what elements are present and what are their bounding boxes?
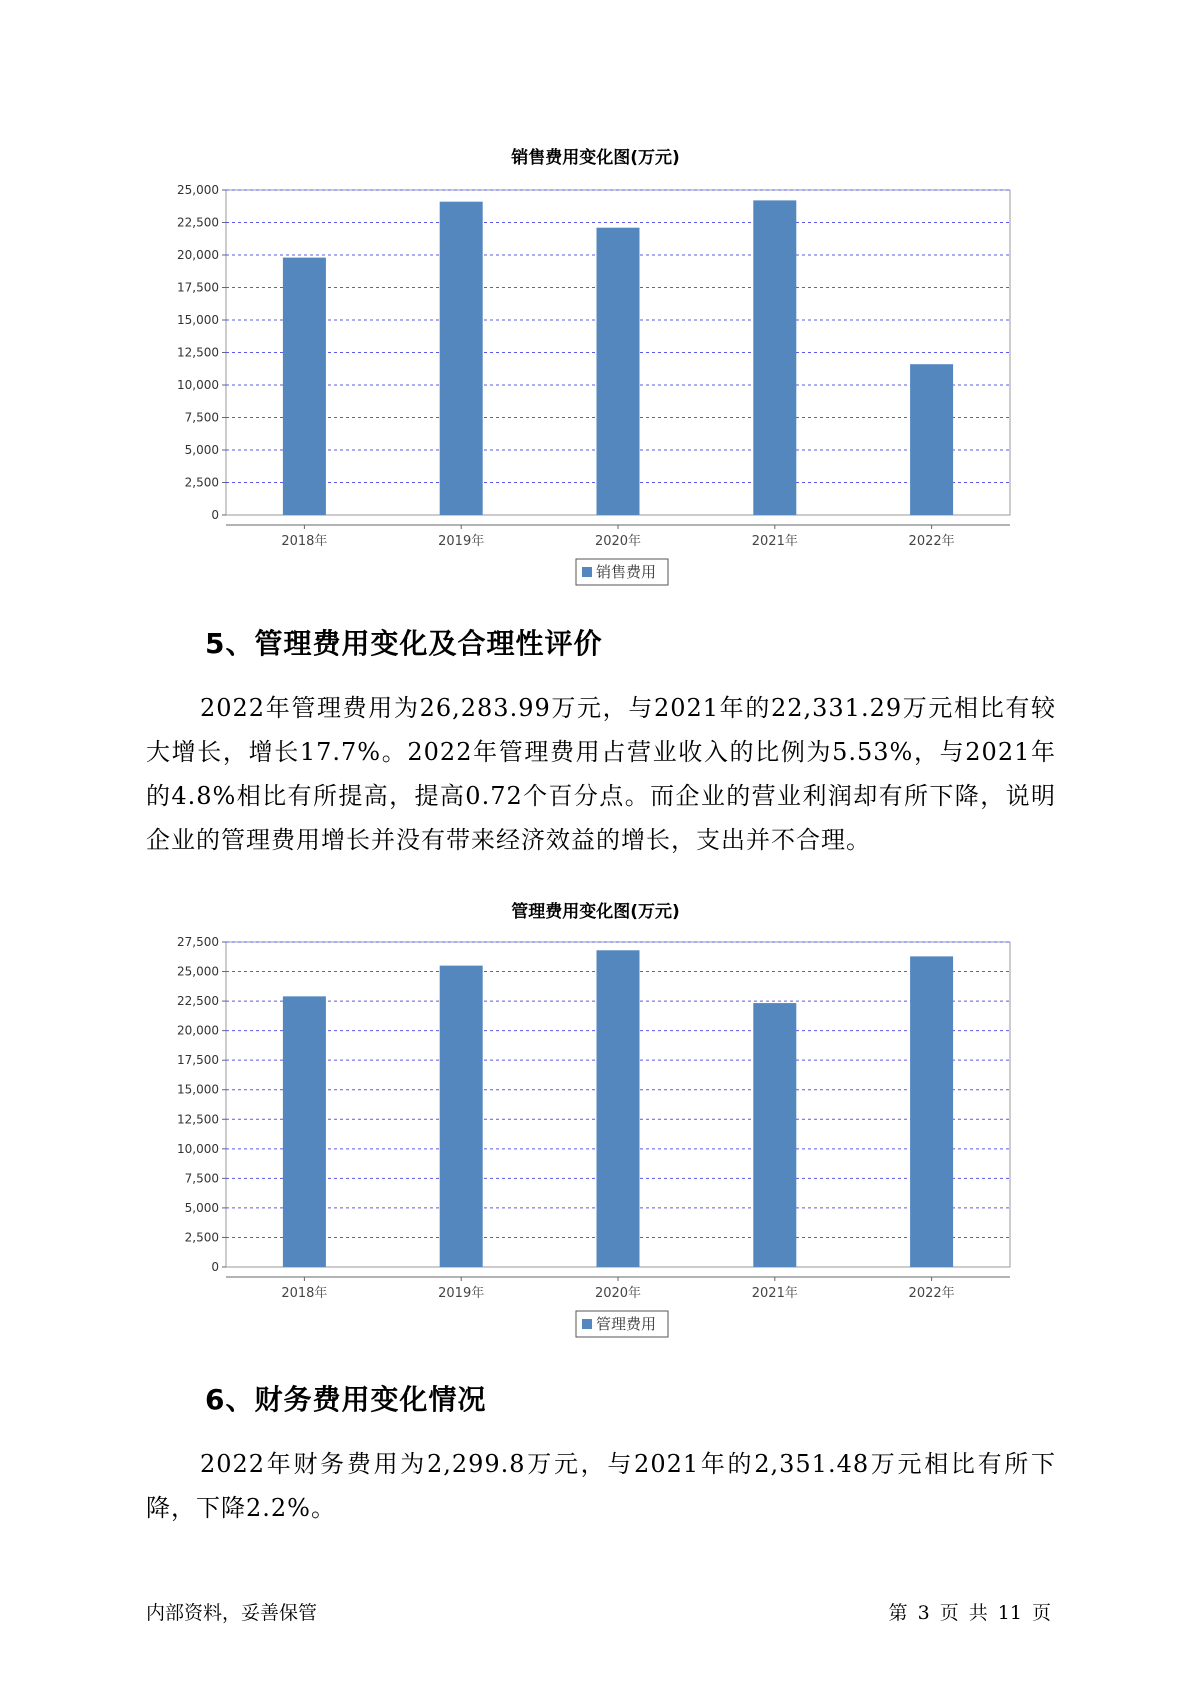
x-tick-label: 2019年 bbox=[438, 1286, 485, 1301]
section6-paragraph: 2022年财务费用为2,299.8万元，与2021年的2,351.48万元相比有所下降，下降2.2%。 bbox=[146, 1450, 1056, 1522]
legend-swatch bbox=[582, 1319, 592, 1329]
bar-2021年 bbox=[753, 1003, 796, 1267]
x-tick-label: 2021年 bbox=[751, 1286, 798, 1301]
y-tick-label: 15,000 bbox=[177, 1082, 219, 1097]
admin-expense-chart-title: 管理费用变化图(万元) bbox=[511, 902, 680, 922]
y-tick-label: 15,000 bbox=[177, 313, 219, 327]
y-tick-label: 25,000 bbox=[177, 183, 219, 197]
y-tick-label: 0 bbox=[211, 1260, 219, 1274]
y-tick-label: 20,000 bbox=[177, 248, 219, 262]
x-tick-label: 2021年 bbox=[751, 534, 798, 549]
y-tick-label: 0 bbox=[211, 508, 219, 522]
bar-2020年 bbox=[597, 950, 640, 1267]
y-tick-label: 10,000 bbox=[177, 378, 219, 392]
x-tick-label: 2019年 bbox=[438, 534, 485, 549]
y-tick-label: 2,500 bbox=[184, 475, 219, 490]
y-tick-label: 25,000 bbox=[177, 964, 219, 979]
section5-paragraph: 2022年管理费用为26,283.99万元，与2021年的22,331.29万元相比有较大增长，增长17.7%。2022年管理费用占营业收入的比例为5.53%，与2021年的4.8%相比有所提高，提高0.72个百分点。而企业的营业利润却有所下降，说明企业的管理费用增长并没有带来经济效益的增长，支出并不合理。 bbox=[146, 694, 1056, 854]
x-tick-label: 2022年 bbox=[908, 1286, 955, 1301]
y-tick-label: 17,500 bbox=[177, 280, 219, 295]
footer-page-number: 第 3 页 共 11 页 bbox=[888, 1602, 1051, 1624]
y-tick-label: 5,000 bbox=[184, 443, 219, 457]
y-tick-label: 7,500 bbox=[184, 1171, 219, 1186]
bar-2019年 bbox=[440, 966, 483, 1267]
x-tick-label: 2018年 bbox=[281, 534, 328, 549]
legend-label: 销售费用 bbox=[596, 563, 657, 581]
y-tick-label: 27,500 bbox=[177, 935, 219, 949]
section6-heading: 6、财务费用变化情况 bbox=[205, 1383, 487, 1416]
y-tick-label: 7,500 bbox=[184, 410, 219, 425]
y-tick-label: 12,500 bbox=[177, 345, 219, 360]
y-tick-label: 22,500 bbox=[177, 215, 219, 230]
section5-heading: 5、管理费用变化及合理性评价 bbox=[205, 627, 603, 660]
y-tick-label: 10,000 bbox=[177, 1141, 219, 1156]
y-tick-label: 17,500 bbox=[177, 1053, 219, 1068]
legend-label: 管理费用 bbox=[596, 1315, 657, 1333]
x-tick-label: 2022年 bbox=[908, 534, 955, 549]
y-tick-label: 12,500 bbox=[177, 1112, 219, 1127]
y-tick-label: 22,500 bbox=[177, 994, 219, 1009]
y-tick-label: 5,000 bbox=[184, 1200, 219, 1215]
x-tick-label: 2020年 bbox=[594, 534, 642, 549]
footer-confidential: 内部资料，妥善保管 bbox=[146, 1602, 318, 1624]
y-tick-label: 20,000 bbox=[177, 1023, 219, 1038]
x-tick-label: 2020年 bbox=[594, 1286, 642, 1301]
x-tick-label: 2018年 bbox=[281, 1286, 328, 1301]
y-tick-label: 2,500 bbox=[184, 1230, 219, 1245]
sales-expense-chart-title: 销售费用变化图(万元) bbox=[511, 148, 680, 168]
bar-2018年 bbox=[283, 996, 326, 1267]
bar-2022年 bbox=[910, 956, 953, 1267]
